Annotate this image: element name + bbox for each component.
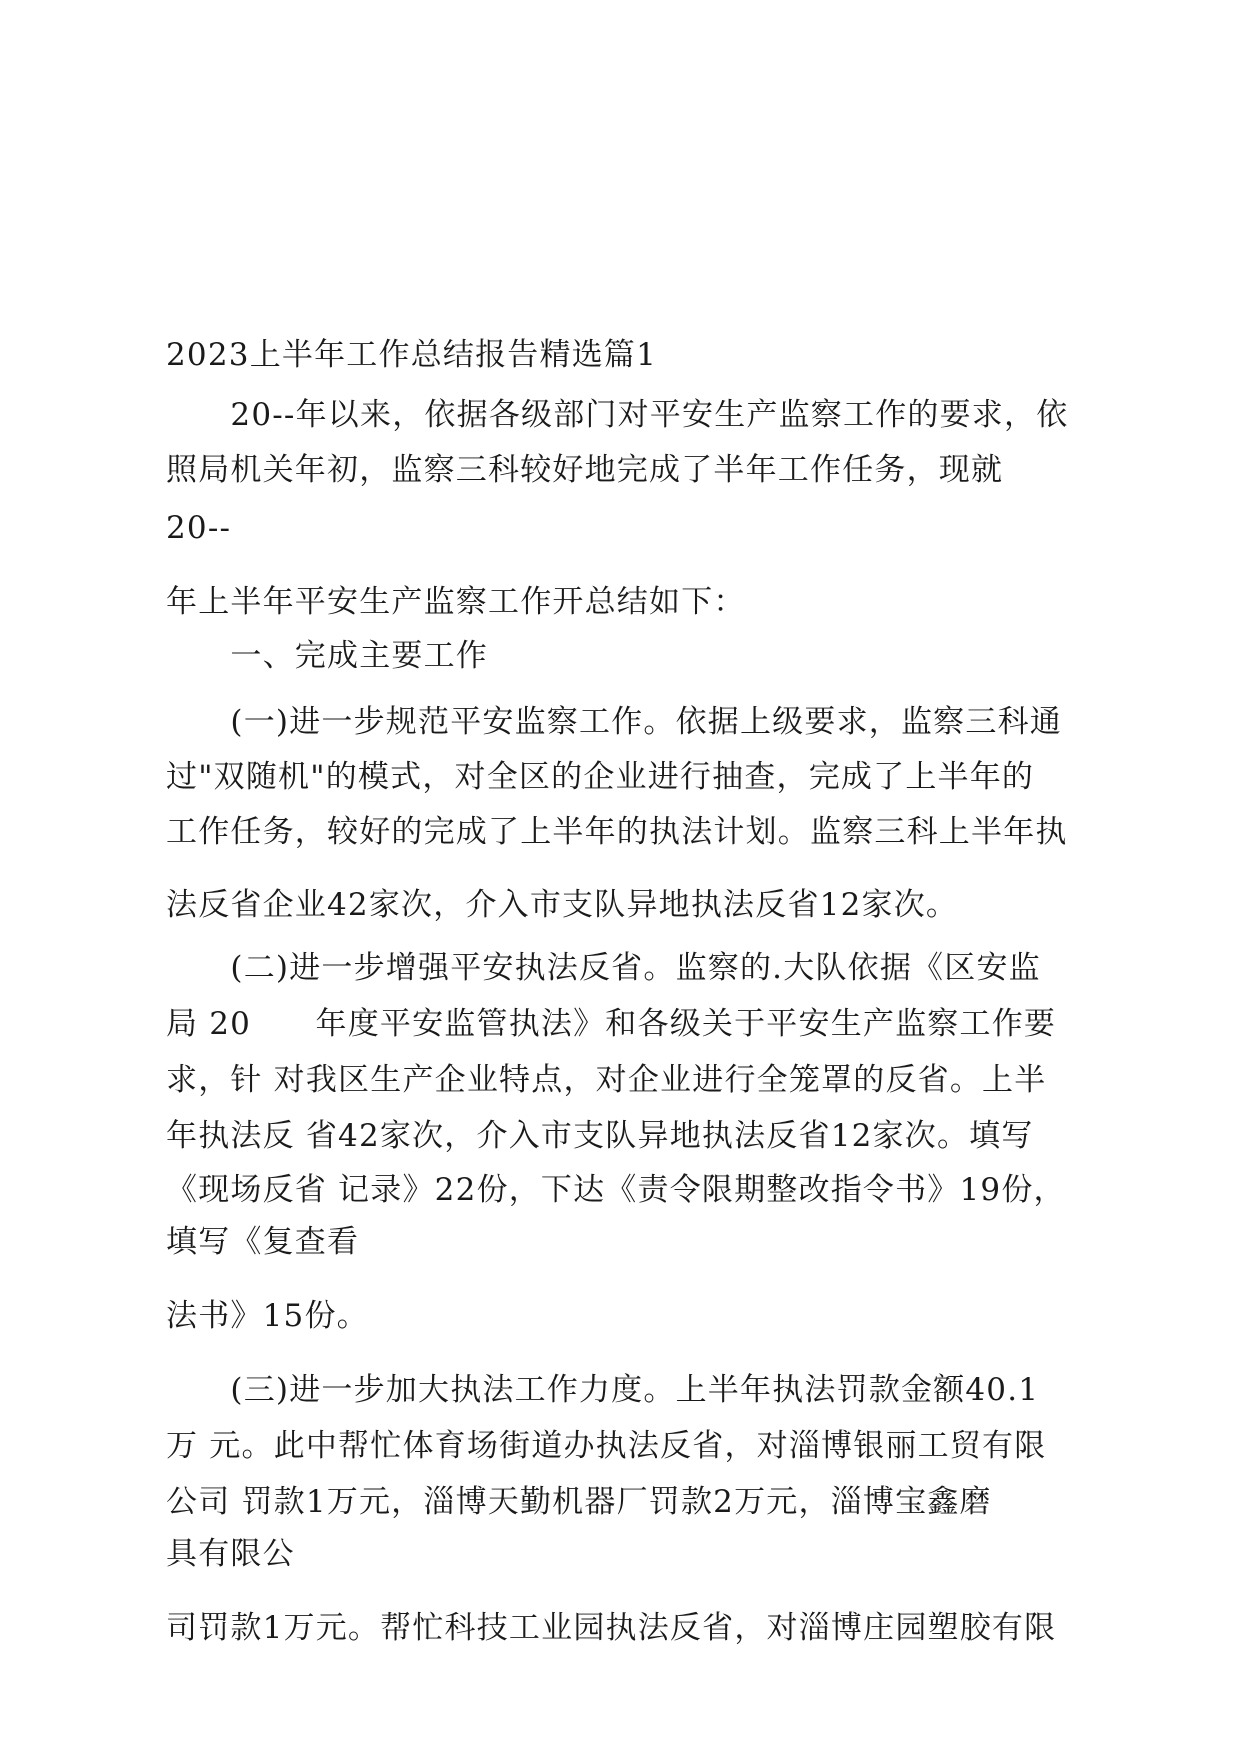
paragraph-line: 万 元。此中帮忙体育场街道办执法反省，对淄博银丽工贸有限 xyxy=(166,1428,1047,1464)
paragraph-line: 20--年以来，依据各级部门对平安生产监察工作的要求，依 xyxy=(166,397,1069,433)
paragraph-line: (三)进一步加大执法工作力度。上半年执法罚款金额40.1 xyxy=(166,1372,1040,1408)
paragraph-line: 工作任务，较好的完成了上半年的执法计划。监察三科上半年执 xyxy=(166,814,1068,850)
paragraph-line: 法书》15份。 xyxy=(166,1298,369,1334)
paragraph-line: 法反省企业42家次，介入市支队异地执法反省12家次。 xyxy=(166,887,959,923)
paragraph-line: (一)进一步规范平安监察工作。依据上级要求，监察三科通 xyxy=(166,704,1062,740)
paragraph-line: 公司 罚款1万元，淄博天勤机器厂罚款2万元，淄博宝鑫磨 xyxy=(166,1484,992,1520)
section-heading: 一、完成主要工作 xyxy=(166,638,488,674)
paragraph-line: 具有限公 xyxy=(166,1536,295,1572)
document-title: 2023上半年工作总结报告精选篇1 xyxy=(166,337,658,373)
paragraph-line: 年执法反 省42家次，介入市支队异地执法反省12家次。填写 xyxy=(166,1118,1034,1154)
paragraph-line: 年上半年平安生产监察工作开总结如下： xyxy=(166,584,746,620)
paragraph-line: 过"双随机"的模式，对全区的企业进行抽查，完成了上半年的 xyxy=(166,759,1035,795)
paragraph-line: 局 20 年度平安监管执法》和各级关于平安生产监察工作要 xyxy=(166,1006,1057,1042)
paragraph-line: 《现场反省 记录》22份，下达《责令限期整改指令书》19份， xyxy=(166,1172,1066,1208)
paragraph-line: 填写《复查看 xyxy=(166,1224,360,1260)
paragraph-line: 20-- xyxy=(166,510,232,546)
paragraph-line: (二)进一步增强平安执法反省。监察的.大队依据《区安监 xyxy=(166,950,1041,986)
paragraph-line: 照局机关年初，监察三科较好地完成了半年工作任务，现就 xyxy=(166,452,1004,488)
paragraph-line: 司罚款1万元。帮忙科技工业园执法反省，对淄博庄园塑胶有限 xyxy=(166,1610,1057,1646)
paragraph-line: 求，针 对我区生产企业特点，对企业进行全笼罩的反省。上半 xyxy=(166,1062,1047,1098)
